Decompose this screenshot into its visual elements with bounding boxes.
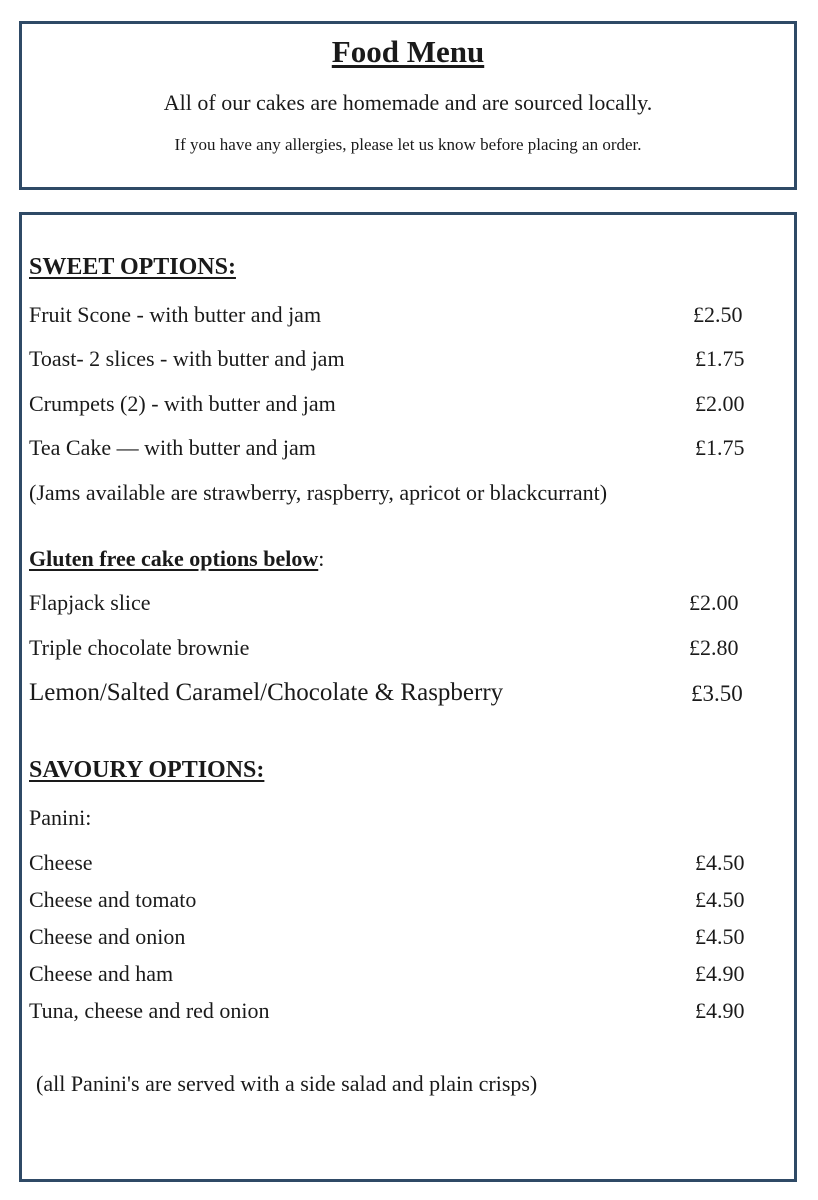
menu-item-name: Cheese and onion (29, 924, 186, 949)
menu-body-box (19, 212, 797, 1182)
gluten-free-heading-colon: : (318, 546, 325, 571)
gluten-free-heading-text: Gluten free cake options below (29, 546, 319, 571)
menu-item-name: Toast- 2 slices - with butter and jam (29, 346, 345, 371)
menu-item-name: Flapjack slice (29, 590, 151, 615)
menu-item-name: Cheese and ham (29, 961, 174, 986)
menu-item-price: £4.50 (695, 887, 745, 912)
menu-item-price: £4.50 (695, 850, 745, 875)
menu-item-name: Tuna, cheese and red onion (29, 998, 270, 1023)
menu-item-price: £1.75 (695, 346, 745, 371)
gluten-free-heading (29, 546, 324, 572)
menu-item-price: £2.80 (689, 635, 739, 660)
menu-item-name: Lemon/Salted Caramel/Chocolate & Raspberry (29, 679, 504, 706)
panini-note: (all Panini's are served with a side salad and plain crisps) (36, 1071, 538, 1096)
menu-item-price: £1.75 (695, 435, 745, 460)
menu-item-name: Cheese (29, 850, 93, 875)
menu-item-name: Triple chocolate brownie (29, 635, 250, 660)
homemade-note: All of our cakes are homemade and are sourced locally. (163, 90, 653, 115)
menu-item-name: Tea Cake — with butter and jam (29, 435, 316, 460)
savoury-options-heading: SAVOURY OPTIONS: (29, 757, 265, 783)
menu-item-price: £3.50 (691, 681, 743, 706)
menu-item-name: Fruit Scone - with butter and jam (29, 302, 322, 327)
menu-item-price: £4.50 (695, 924, 745, 949)
menu-item-name: Cheese and tomato (29, 887, 197, 912)
menu-item-price: £4.90 (695, 961, 745, 986)
panini-label: Panini: (29, 805, 92, 830)
menu-item-price: £4.90 (695, 998, 745, 1023)
menu-item-name: Crumpets (2) - with butter and jam (29, 391, 336, 416)
menu-item-price: £2.00 (695, 391, 745, 416)
menu-header-box (19, 21, 797, 190)
sweet-options-heading: SWEET OPTIONS: (29, 254, 236, 280)
jam-note: (Jams available are strawberry, raspberry, apricot or blackcurrant) (29, 480, 608, 505)
page-title: Food Menu (331, 34, 485, 69)
menu-item-price: £2.50 (693, 302, 743, 327)
allergy-note: If you have any allergies, please let us know before placing an order. (174, 135, 642, 154)
menu-item-price: £2.00 (689, 590, 739, 615)
